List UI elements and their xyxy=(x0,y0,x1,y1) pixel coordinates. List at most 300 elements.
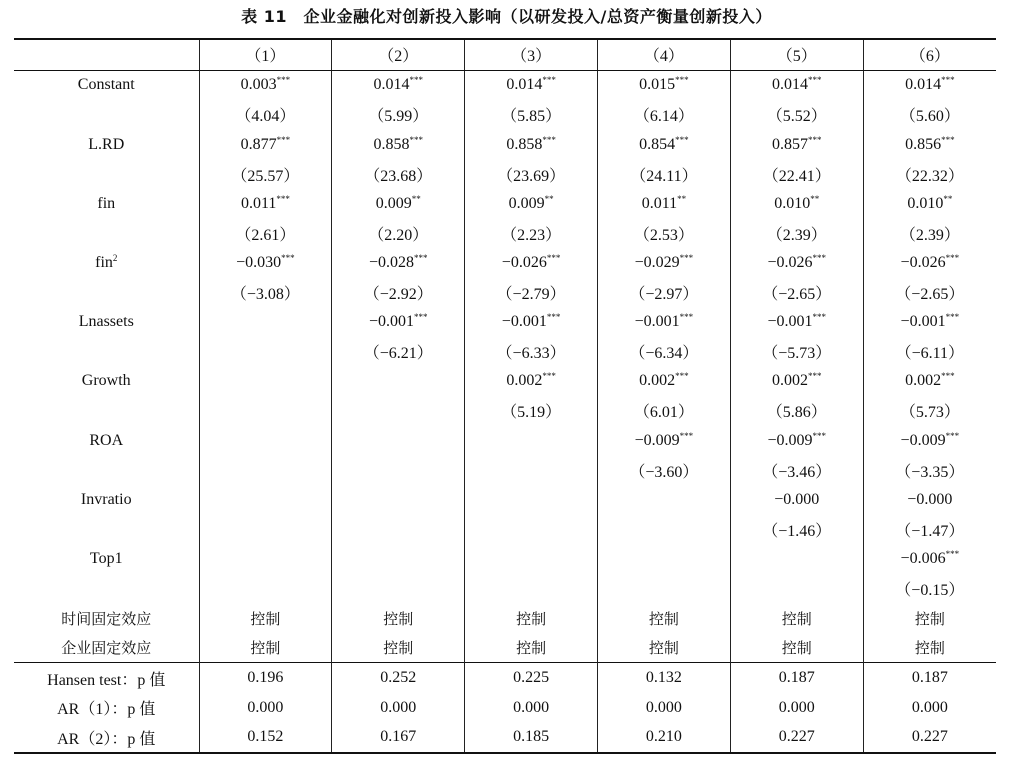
coefficient-cell xyxy=(332,189,465,219)
t-stat-cell xyxy=(332,100,465,130)
t-stat-cell xyxy=(332,396,465,426)
blank-label-cell xyxy=(14,278,199,308)
coefficient-cell xyxy=(332,70,465,100)
column-header: （4） xyxy=(597,39,730,70)
t-stat-value: （−6.34） xyxy=(629,345,699,363)
t-stat-value: （−5.73） xyxy=(762,345,832,363)
fixed-effect-cell: 控制 xyxy=(465,633,598,663)
coefficient-cell xyxy=(332,130,465,160)
coefficient-cell xyxy=(465,70,598,100)
coefficient-cell xyxy=(597,485,730,515)
t-stat-value: （5.86） xyxy=(766,404,827,422)
coefficient-value: 0.014 xyxy=(373,76,410,94)
t-stat-value: （2.23） xyxy=(501,226,562,244)
t-stat-value: （−6.21） xyxy=(363,345,433,363)
fixed-effect-cell: 控制 xyxy=(863,603,996,633)
fixed-effect-row xyxy=(14,603,996,633)
coefficient-cell xyxy=(597,189,730,219)
coefficient-cell xyxy=(199,130,332,160)
coefficient-value: −0.000 xyxy=(907,490,953,508)
fixed-effect-cell: 控制 xyxy=(465,603,598,633)
significance-stars: *** xyxy=(812,312,826,323)
header-stub xyxy=(14,39,199,70)
t-stat-cell xyxy=(730,219,863,249)
significance-stars: *** xyxy=(812,430,826,441)
coefficient-row xyxy=(14,70,996,100)
t-stat-value: （22.41） xyxy=(762,167,831,185)
coefficient-value: −0.009 xyxy=(767,431,813,449)
t-stat-cell xyxy=(597,574,730,604)
t-stat-cell xyxy=(332,278,465,308)
diagnostic-rows xyxy=(14,663,996,753)
coefficient-cell xyxy=(597,70,730,100)
coefficient-cell xyxy=(332,485,465,515)
coefficient-value: 0.009 xyxy=(508,194,545,212)
significance-stars: *** xyxy=(276,193,290,204)
t-stat-value: （−0.15） xyxy=(895,581,965,599)
coefficient-cell xyxy=(863,485,996,515)
coefficient-cell xyxy=(863,367,996,397)
diagnostic-value: 0.225 xyxy=(465,663,598,693)
fixed-effect-label: 企业固定效应 xyxy=(61,639,152,658)
coefficient-value: 0.858 xyxy=(506,135,543,153)
coefficient-value: −0.028 xyxy=(368,253,414,271)
coefficient-value: 0.877 xyxy=(240,135,277,153)
t-stat-cell xyxy=(863,100,996,130)
t-stat-cell xyxy=(465,278,598,308)
diagnostic-value: 0.210 xyxy=(597,723,730,754)
variable-superscript: 2 xyxy=(112,252,118,263)
coefficient-value: 0.854 xyxy=(639,135,676,153)
coefficient-cell xyxy=(730,544,863,574)
variable-name: fin xyxy=(95,253,113,271)
t-stat-value: （−3.35） xyxy=(895,463,965,481)
coefficient-cell xyxy=(863,544,996,574)
fixed-effect-cell: 控制 xyxy=(332,633,465,663)
t-stat-row xyxy=(14,278,996,308)
variable-label xyxy=(14,189,199,219)
t-stat-value: （6.14） xyxy=(633,108,694,126)
coefficient-cell xyxy=(332,307,465,337)
t-stat-cell xyxy=(199,455,332,485)
t-stat-value: （5.85） xyxy=(501,108,562,126)
t-stat-cell xyxy=(597,278,730,308)
coefficient-row xyxy=(14,426,996,456)
t-stat-value: （2.61） xyxy=(235,226,296,244)
coefficient-value: 0.002 xyxy=(506,372,543,390)
coefficient-cell xyxy=(730,70,863,100)
coefficient-row xyxy=(14,367,996,397)
diagnostic-value: 0.000 xyxy=(863,693,996,723)
t-stat-cell xyxy=(465,455,598,485)
t-stat-value: （25.57） xyxy=(231,167,300,185)
diagnostic-value: 0.000 xyxy=(730,693,863,723)
t-stat-cell xyxy=(730,455,863,485)
fixed-effect-cell: 控制 xyxy=(863,633,996,663)
coefficient-cell xyxy=(199,307,332,337)
variable-name: Top1 xyxy=(89,549,123,567)
t-stat-row xyxy=(14,100,996,130)
coefficient-cell xyxy=(863,307,996,337)
coefficient-cell xyxy=(597,248,730,278)
t-stat-cell xyxy=(730,515,863,545)
blank-label-cell xyxy=(14,100,199,130)
coefficient-value: −0.026 xyxy=(501,253,547,271)
t-stat-row xyxy=(14,574,996,604)
t-stat-value: （−2.65） xyxy=(895,286,965,304)
t-stat-value: （2.39） xyxy=(899,226,960,244)
diagnostic-value: 0.185 xyxy=(465,723,598,754)
coefficient-row xyxy=(14,307,996,337)
t-stat-cell xyxy=(597,515,730,545)
coefficient-cell xyxy=(730,248,863,278)
variable-name: Constant xyxy=(77,76,135,94)
table-caption: 表 11 企业金融化对创新投入影响（以研发投入/总资产衡量创新投入） xyxy=(241,7,772,26)
t-stat-cell xyxy=(199,515,332,545)
coefficient-value: 0.002 xyxy=(771,372,808,390)
t-stat-cell xyxy=(199,574,332,604)
regression-table xyxy=(14,38,996,754)
significance-stars: ** xyxy=(677,193,687,204)
t-stat-value: （6.01） xyxy=(633,404,694,422)
blank-label-cell xyxy=(14,219,199,249)
significance-stars: *** xyxy=(542,75,556,86)
significance-stars: *** xyxy=(941,75,955,86)
variable-name: L.RD xyxy=(88,135,125,153)
t-stat-cell xyxy=(730,100,863,130)
blank-label-cell xyxy=(14,159,199,189)
coefficient-value: 0.010 xyxy=(907,194,944,212)
t-stat-cell xyxy=(597,100,730,130)
coefficient-row xyxy=(14,485,996,515)
header-row xyxy=(14,39,996,70)
coefficient-cell xyxy=(730,367,863,397)
coefficient-value: −0.009 xyxy=(634,431,680,449)
t-stat-value: （−6.11） xyxy=(895,345,965,363)
coefficient-cell xyxy=(465,367,598,397)
variable-name: Lnassets xyxy=(78,313,134,331)
significance-stars: *** xyxy=(945,548,960,559)
t-stat-cell xyxy=(597,219,730,249)
fixed-effect-cell: 控制 xyxy=(730,633,863,663)
significance-stars: *** xyxy=(941,134,955,145)
coefficient-cell xyxy=(730,130,863,160)
variable-label xyxy=(14,70,199,100)
coefficient-cell xyxy=(199,544,332,574)
diagnostic-value: 0.227 xyxy=(730,723,863,754)
coefficient-value: 0.856 xyxy=(905,135,942,153)
diagnostic-value: 0.187 xyxy=(730,663,863,693)
t-stat-cell xyxy=(199,337,332,367)
diagnostic-value: 0.252 xyxy=(332,663,465,693)
diagnostic-value: 0.227 xyxy=(863,723,996,754)
t-stat-value: （−2.65） xyxy=(762,286,832,304)
coefficient-cell xyxy=(730,485,863,515)
significance-stars: *** xyxy=(679,312,694,323)
coefficient-cell xyxy=(465,485,598,515)
column-header: （5） xyxy=(730,39,863,70)
coefficient-value: −0.030 xyxy=(236,253,282,271)
fixed-effect-cell: 控制 xyxy=(730,603,863,633)
coefficient-cell xyxy=(597,544,730,574)
t-stat-row xyxy=(14,337,996,367)
significance-stars: *** xyxy=(675,371,689,382)
coefficient-cell xyxy=(863,189,996,219)
significance-stars: *** xyxy=(546,252,561,263)
coefficient-value: 0.002 xyxy=(639,372,676,390)
diagnostic-label: AR（2）：p 值 xyxy=(14,723,199,754)
coefficient-cell xyxy=(597,130,730,160)
t-stat-value: （22.32） xyxy=(895,167,964,185)
diagnostic-row xyxy=(14,693,996,723)
t-stat-cell xyxy=(465,337,598,367)
fixed-effect-cell: 控制 xyxy=(597,603,730,633)
diagnostic-row xyxy=(14,663,996,693)
coefficient-cell xyxy=(199,189,332,219)
significance-stars: *** xyxy=(542,371,556,382)
coefficient-cell xyxy=(465,189,598,219)
coefficient-row xyxy=(14,130,996,160)
coefficient-cell xyxy=(863,130,996,160)
fixed-effect-cell: 控制 xyxy=(597,633,730,663)
t-stat-cell xyxy=(332,159,465,189)
coefficient-value: −0.001 xyxy=(501,313,547,331)
significance-stars: *** xyxy=(807,134,822,145)
t-stat-cell xyxy=(730,396,863,426)
significance-stars: *** xyxy=(679,252,694,263)
variable-label xyxy=(14,485,199,515)
diagnostic-value: 0.000 xyxy=(199,693,332,723)
coefficient-cell xyxy=(730,426,863,456)
significance-stars: *** xyxy=(812,252,826,263)
coefficient-cell xyxy=(465,426,598,456)
diagnostic-value: 0.152 xyxy=(199,723,332,754)
coefficient-cell xyxy=(465,248,598,278)
blank-label-cell xyxy=(14,574,199,604)
column-header: （6） xyxy=(863,39,996,70)
t-stat-value: （5.73） xyxy=(899,404,960,422)
variable-label xyxy=(14,367,199,397)
t-stat-cell xyxy=(863,219,996,249)
significance-stars: *** xyxy=(276,75,291,86)
t-stat-value: （5.99） xyxy=(368,108,429,126)
coefficient-cell xyxy=(597,307,730,337)
coefficient-value: −0.001 xyxy=(900,313,946,331)
significance-stars: *** xyxy=(941,371,955,382)
coefficient-cell xyxy=(863,70,996,100)
diagnostic-value: 0.132 xyxy=(597,663,730,693)
coefficient-value: −0.009 xyxy=(900,431,946,449)
coefficient-value: −0.001 xyxy=(634,313,680,331)
t-stat-cell xyxy=(332,219,465,249)
fixed-effect-cell: 控制 xyxy=(199,633,332,663)
significance-stars: ** xyxy=(810,193,820,204)
t-stat-cell xyxy=(465,574,598,604)
diagnostic-label: AR（1）：p 值 xyxy=(57,701,156,719)
t-stat-cell xyxy=(199,278,332,308)
coefficient-value: 0.010 xyxy=(774,194,811,212)
significance-stars: *** xyxy=(276,134,291,145)
coefficient-value: 0.857 xyxy=(771,135,808,153)
coefficient-cell xyxy=(863,426,996,456)
t-stat-cell xyxy=(597,159,730,189)
t-stat-cell xyxy=(597,337,730,367)
variable-name: Growth xyxy=(81,372,131,390)
variable-label xyxy=(14,544,199,574)
t-stat-value: （5.52） xyxy=(766,108,827,126)
t-stat-value: （−2.97） xyxy=(629,286,699,304)
coefficient-value: −0.026 xyxy=(767,253,813,271)
variable-label xyxy=(14,130,199,160)
coefficient-cell xyxy=(332,367,465,397)
significance-stars: *** xyxy=(409,134,423,145)
column-header: （1） xyxy=(199,39,332,70)
significance-stars: *** xyxy=(945,430,960,441)
t-stat-value: （−1.47） xyxy=(895,522,965,540)
variable-label xyxy=(14,248,199,278)
t-stat-value: （−3.08） xyxy=(230,286,300,304)
column-header: （2） xyxy=(332,39,465,70)
coefficient-cell xyxy=(199,367,332,397)
coefficient-value: −0.001 xyxy=(368,313,414,331)
t-stat-row xyxy=(14,396,996,426)
column-header: （3） xyxy=(465,39,598,70)
t-stat-row xyxy=(14,159,996,189)
coefficient-value: −0.026 xyxy=(900,253,946,271)
diagnostic-row xyxy=(14,723,996,754)
significance-stars: *** xyxy=(675,75,689,86)
diagnostic-value: 0.000 xyxy=(465,693,598,723)
coefficient-value: −0.001 xyxy=(767,313,813,331)
t-stat-row xyxy=(14,455,996,485)
significance-stars: *** xyxy=(409,75,423,86)
t-stat-row xyxy=(14,219,996,249)
coefficient-value: 0.014 xyxy=(771,76,808,94)
t-stat-cell xyxy=(863,278,996,308)
coefficient-value: 0.858 xyxy=(373,135,410,153)
t-stat-cell xyxy=(863,396,996,426)
t-stat-cell xyxy=(863,159,996,189)
t-stat-value: （−1.46） xyxy=(762,522,832,540)
significance-stars: *** xyxy=(807,371,822,382)
t-stat-cell xyxy=(332,455,465,485)
t-stat-cell xyxy=(332,515,465,545)
fixed-effect-rows xyxy=(14,603,996,663)
t-stat-value: （−3.46） xyxy=(762,463,832,481)
diagnostic-value: 0.167 xyxy=(332,723,465,754)
t-stat-cell xyxy=(730,278,863,308)
variable-name: fin xyxy=(97,194,116,212)
coefficient-row xyxy=(14,189,996,219)
coefficient-cell xyxy=(863,248,996,278)
coefficient-cell xyxy=(332,426,465,456)
significance-stars: *** xyxy=(414,252,428,263)
coefficient-value: 0.003 xyxy=(240,76,277,94)
t-stat-value: （−2.79） xyxy=(496,286,566,304)
t-stat-value: （5.60） xyxy=(899,108,960,126)
significance-stars: *** xyxy=(807,75,822,86)
t-stat-cell xyxy=(465,219,598,249)
t-stat-cell xyxy=(199,219,332,249)
t-stat-cell xyxy=(597,455,730,485)
t-stat-cell xyxy=(863,515,996,545)
blank-label-cell xyxy=(14,337,199,367)
variable-name: Invratio xyxy=(80,490,132,508)
diagnostic-label: Hansen test：p 值 xyxy=(14,663,199,693)
coefficient-cell xyxy=(199,485,332,515)
significance-stars: ** xyxy=(411,193,421,204)
t-stat-cell xyxy=(332,574,465,604)
significance-stars: ** xyxy=(544,193,554,204)
significance-stars: ** xyxy=(943,193,953,204)
coefficient-value: 0.009 xyxy=(375,194,412,212)
significance-stars: *** xyxy=(945,312,960,323)
coefficient-cell xyxy=(199,426,332,456)
diagnostic-value: 0.196 xyxy=(199,663,332,693)
t-stat-cell xyxy=(863,455,996,485)
coefficient-cell xyxy=(199,70,332,100)
coefficient-value: −0.006 xyxy=(900,549,946,567)
coefficient-cell xyxy=(597,367,730,397)
coefficient-value: −0.000 xyxy=(774,490,820,508)
t-stat-row xyxy=(14,515,996,545)
fixed-effect-cell: 控制 xyxy=(332,603,465,633)
coefficient-value: 0.011 xyxy=(240,194,277,212)
significance-stars: *** xyxy=(281,252,295,263)
significance-stars: *** xyxy=(542,134,556,145)
blank-label-cell xyxy=(14,455,199,485)
t-stat-value: （4.04） xyxy=(235,108,296,126)
fixed-effect-label: 时间固定效应 xyxy=(61,609,152,628)
t-stat-value: （2.39） xyxy=(766,226,827,244)
significance-stars: *** xyxy=(945,252,960,263)
t-stat-cell xyxy=(597,396,730,426)
t-stat-cell xyxy=(730,159,863,189)
t-stat-value: （2.53） xyxy=(633,226,694,244)
coefficient-cell xyxy=(332,248,465,278)
t-stat-value: （2.20） xyxy=(368,226,429,244)
coefficient-cell xyxy=(332,544,465,574)
fixed-effect-cell: 控制 xyxy=(199,603,332,633)
t-stat-cell xyxy=(199,396,332,426)
coefficient-value: 0.014 xyxy=(506,76,543,94)
t-stat-cell xyxy=(199,159,332,189)
t-stat-cell xyxy=(465,396,598,426)
blank-label-cell xyxy=(14,515,199,545)
t-stat-cell xyxy=(465,100,598,130)
significance-stars: *** xyxy=(546,312,561,323)
diagnostic-value: 0.000 xyxy=(597,693,730,723)
t-stat-cell xyxy=(332,337,465,367)
variable-name: ROA xyxy=(89,431,124,449)
coefficient-row xyxy=(14,248,996,278)
diagnostic-value: 0.187 xyxy=(863,663,996,693)
t-stat-value: （−3.60） xyxy=(629,463,699,481)
coefficient-value: 0.011 xyxy=(641,194,678,212)
coefficient-value: 0.014 xyxy=(905,76,942,94)
t-stat-value: （24.11） xyxy=(630,167,698,185)
significance-stars: *** xyxy=(675,134,689,145)
coefficient-cell xyxy=(465,130,598,160)
coefficient-cell xyxy=(465,544,598,574)
t-stat-cell xyxy=(465,159,598,189)
coefficient-value: 0.002 xyxy=(905,372,942,390)
coefficient-cell xyxy=(730,307,863,337)
coefficient-rows xyxy=(14,70,996,603)
coefficient-cell xyxy=(465,307,598,337)
fixed-effect-row xyxy=(14,633,996,663)
t-stat-cell xyxy=(863,337,996,367)
